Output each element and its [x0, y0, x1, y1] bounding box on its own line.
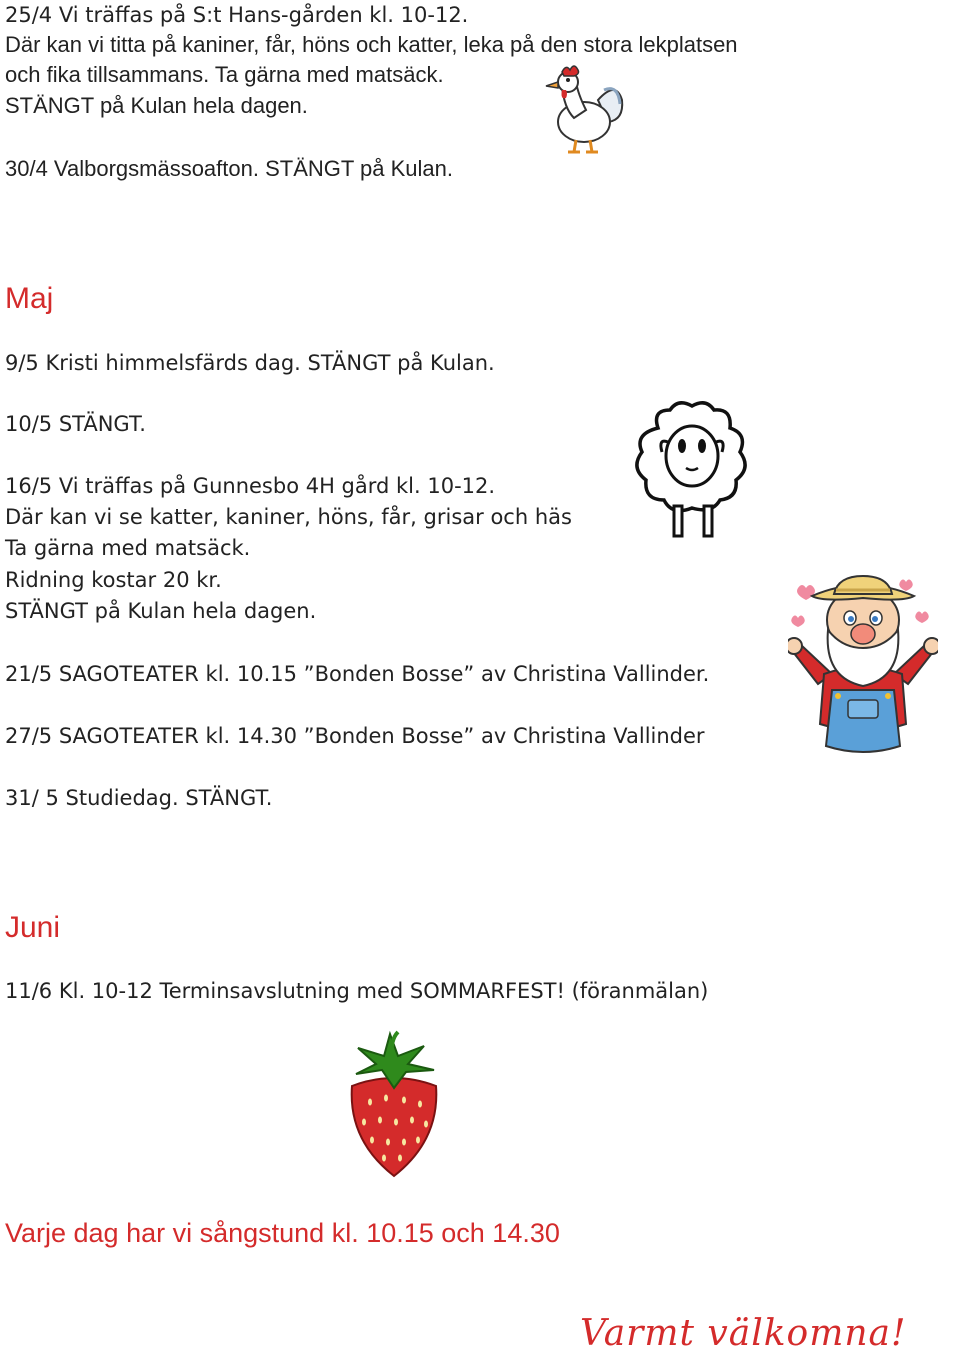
may-line-6: Ridning kostar 20 kr. [5, 568, 222, 592]
may-line-9: 27/5 SAGOTEATER kl. 14.30 ”Bonden Bosse” av Christina Vallinder [5, 724, 705, 748]
daily-singing-note: Varje dag har vi sångstund kl. 10.15 och 14.30 [5, 1218, 560, 1248]
may-line-1: 9/5 Kristi himmelsfärds dag. STÄNGT på Kulan. [5, 351, 495, 375]
may-line-2: 10/5 STÄNGT. [5, 412, 146, 436]
sheep-icon [628, 398, 756, 540]
may-line-5: Ta gärna med matsäck. [5, 536, 251, 560]
april-line-5: 30/4 Valborgsmässoafton. STÄNGT på Kulan. [5, 156, 453, 181]
may-line-10: 31/ 5 Studiedag. STÄNGT. [5, 786, 273, 810]
may-heading: Maj [5, 282, 54, 315]
may-line-7: STÄNGT på Kulan hela dagen. [5, 599, 317, 623]
april-line-1: 25/4 Vi träffas på S:t Hans-gården kl. 10-12. [5, 3, 469, 27]
may-line-4: Där kan vi se katter, kaniner, höns, får, grisar och häs [5, 505, 572, 529]
june-heading: Juni [5, 911, 61, 944]
april-line-2: Där kan vi titta på kaniner, får, höns och katter, leka på den stora lekplatsen [5, 32, 738, 57]
may-line-3: 16/5 Vi träffas på Gunnesbo 4H gård kl. 10-12. [5, 474, 496, 498]
rooster-icon [538, 60, 626, 156]
june-line-1: 11/6 Kl. 10-12 Terminsavslutning med SOMMARFEST! (föranmälan) [5, 979, 709, 1003]
farmer-icon [788, 574, 938, 758]
may-line-8: 21/5 SAGOTEATER kl. 10.15 ”Bonden Bosse” av Christina Vallinder. [5, 662, 710, 686]
strawberry-icon [338, 1030, 450, 1180]
welcome-signature: Varmt välkomna! [580, 1313, 907, 1354]
april-line-4: STÄNGT på Kulan hela dagen. [5, 93, 308, 118]
april-line-3: och fika tillsammans. Ta gärna med matsäck. [5, 62, 444, 87]
